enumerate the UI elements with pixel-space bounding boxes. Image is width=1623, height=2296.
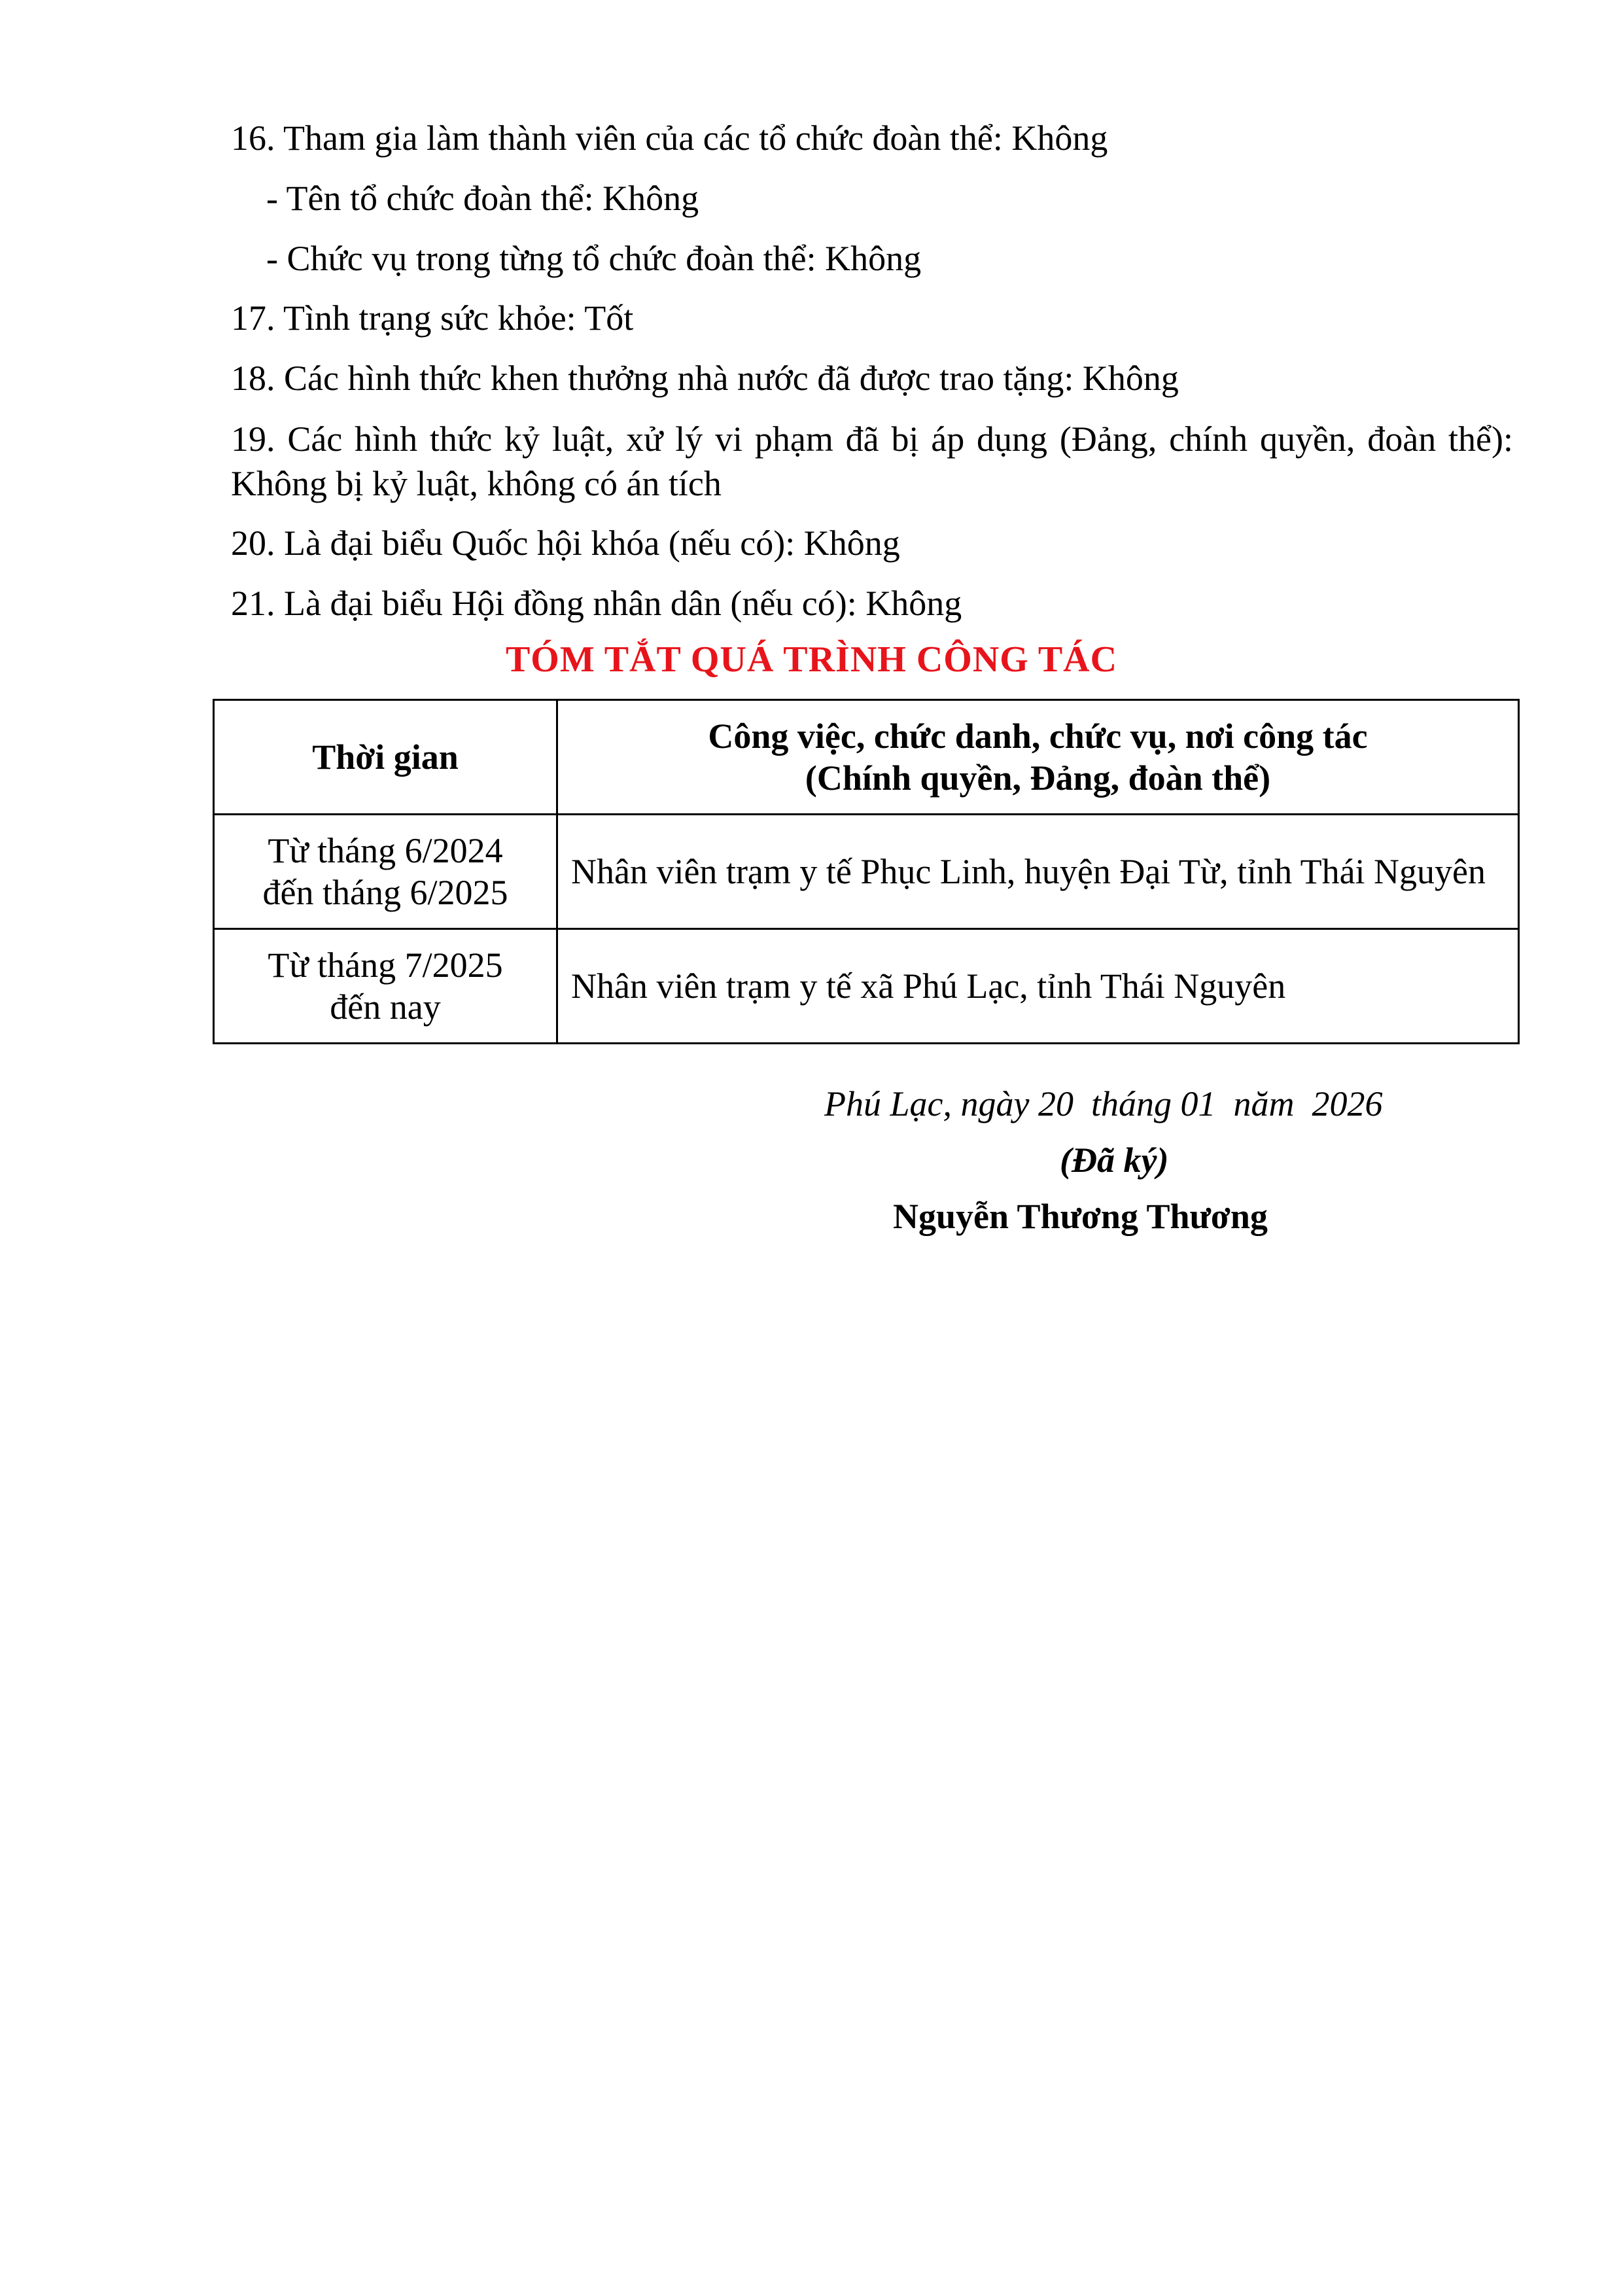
signature-date: Phú Lạc, ngày 20 tháng 01 năm 2026: [824, 1084, 1383, 1123]
header-work: [557, 700, 1519, 815]
item-19-discipline: 19. Các hình thức kỷ luật, xử lý vi phạm đã bị áp dụng (Đảng, chính quyền, đoàn thể): Không bị kỷ luật, không có án tích: [231, 419, 1513, 503]
table-cell-work: Nhân viên trạm y tế Phục Linh, huyện Đại Từ, tỉnh Thái Nguyên: [557, 815, 1519, 929]
table-cell-time: [214, 929, 557, 1044]
table-header-row: [214, 700, 1519, 815]
signer-name: Nguyễn Thương Thương: [893, 1197, 1268, 1236]
time-end: đến tháng 6/2025: [262, 873, 508, 912]
header-work-line2: (Chính quyền, Đảng, đoàn thể): [805, 758, 1271, 798]
table-cell-time: [214, 815, 557, 929]
item-17-health-status: 17. Tình trạng sức khỏe: Tốt: [231, 298, 634, 338]
item-18-awards: 18. Các hình thức khen thưởng nhà nước đã được trao tặng: Không: [231, 359, 1179, 398]
item-16-organization-name: - Tên tổ chức đoàn thể: Không: [266, 179, 699, 218]
table-row: [214, 815, 1519, 929]
item-16-membership: 16. Tham gia làm thành viên của các tổ chức đoàn thể: Không: [231, 118, 1108, 158]
item-21-peoples-council: 21. Là đại biểu Hội đồng nhân dân (nếu có): Không: [231, 584, 962, 623]
header-time: Thời gian: [214, 700, 557, 815]
time-end: đến nay: [330, 987, 441, 1027]
section-title: TÓM TẮT QUÁ TRÌNH CÔNG TÁC: [505, 639, 1118, 680]
time-start: Từ tháng 6/2024: [268, 831, 503, 870]
signature-status: (Đã ký): [1060, 1140, 1169, 1180]
work-history-table: [213, 699, 1520, 1044]
item-20-national-assembly: 20. Là đại biểu Quốc hội khóa (nếu có): Không: [231, 523, 900, 563]
header-work-line1: Công việc, chức danh, chức vụ, nơi công tác: [708, 716, 1368, 756]
time-start: Từ tháng 7/2025: [268, 945, 503, 985]
table-row: [214, 929, 1519, 1044]
item-16-organization-position: - Chức vụ trong từng tổ chức đoàn thể: Không: [266, 239, 922, 278]
table-cell-work: Nhân viên trạm y tế xã Phú Lạc, tỉnh Thái Nguyên: [557, 929, 1519, 1044]
